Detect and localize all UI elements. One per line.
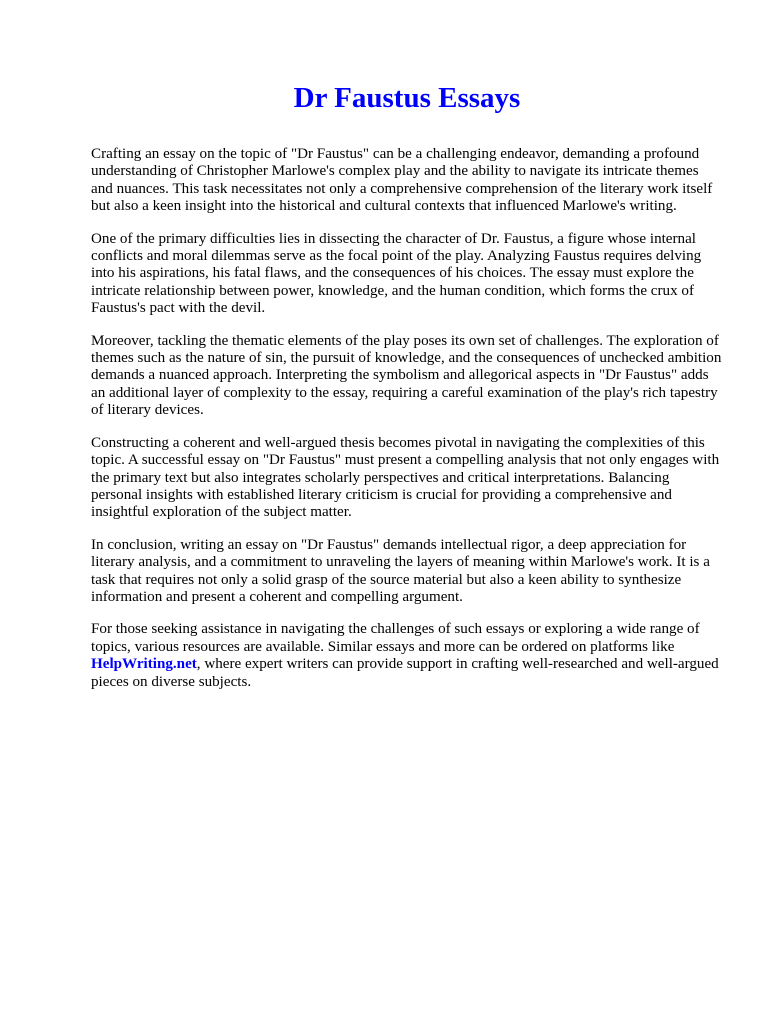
document-page — [91, 80, 723, 706]
paragraph-intro: Crafting an essay on the topic of "Dr Faustus" can be a challenging endeavor, demanding a profound understanding of Christopher Marlowe's complex play and the ability to navigate its intricate themes and nuances. This task necessitates not only a comprehensive comprehension of the literary work itself but also a keen insight into the historical and cultural contexts that influenced Marlowe's writing. — [91, 146, 713, 215]
paragraph-thesis: Constructing a coherent and well-argued thesis becomes pivotal in navigating the complexities of this topic. A successful essay on "Dr Faustus" must present a compelling analysis that not only engages with the primary text but also integrates scholarly perspectives and critical interpretations. Balancing personal insights with established literary criticism is crucial for providing a comprehensive and insightful exploration of the subject matter. — [91, 434, 720, 521]
closing-text-after-link: , where expert writers can provide support in crafting well-researched and well-argued pieces on diverse subjects. — [91, 656, 719, 690]
paragraph-closing — [91, 621, 723, 691]
paragraph-themes: Moreover, tackling the thematic elements of the play poses its own set of challenges. The exploration of themes such as the nature of sin, the pursuit of knowledge, and the consequences of unchecked ambition demands a nuanced approach. Interpreting the symbolism and allegorical aspects in "Dr Faustus" adds an additional layer of complexity to the essay, requiring a careful examination of the play's rich tapestry of literary devices. — [91, 332, 722, 419]
helpwriting-link[interactable]: HelpWriting.net — [91, 656, 197, 673]
closing-text-before-link: For those seeking assistance in navigating the challenges of such essays or exploring a wide range of topics, various resources are available. Similar essays and more can be ordered on platforms like — [91, 621, 700, 655]
title-container — [91, 80, 723, 116]
paragraph-conclusion: In conclusion, writing an essay on "Dr Faustus" demands intellectual rigor, a deep appreciation for literary analysis, and a commitment to unraveling the layers of meaning within Marlowe's work. It is a task that requires not only a solid grasp of the source material but also a keen ability to synthesize information and present a coherent and compelling argument. — [91, 536, 710, 605]
essay-body — [91, 146, 723, 691]
paragraph-character: One of the primary difficulties lies in dissecting the character of Dr. Faustus, a figure whose internal conflicts and moral dilemmas serve as the focal point of the play. Analyzing Faustus requires delving into his aspirations, his fatal flaws, and the consequences of his choices. The essay must explore the intricate relationship between power, knowledge, and the human condition, which forms the crux of Faustus's pact with the devil. — [91, 230, 702, 317]
page-title: Dr Faustus Essays — [293, 82, 521, 114]
